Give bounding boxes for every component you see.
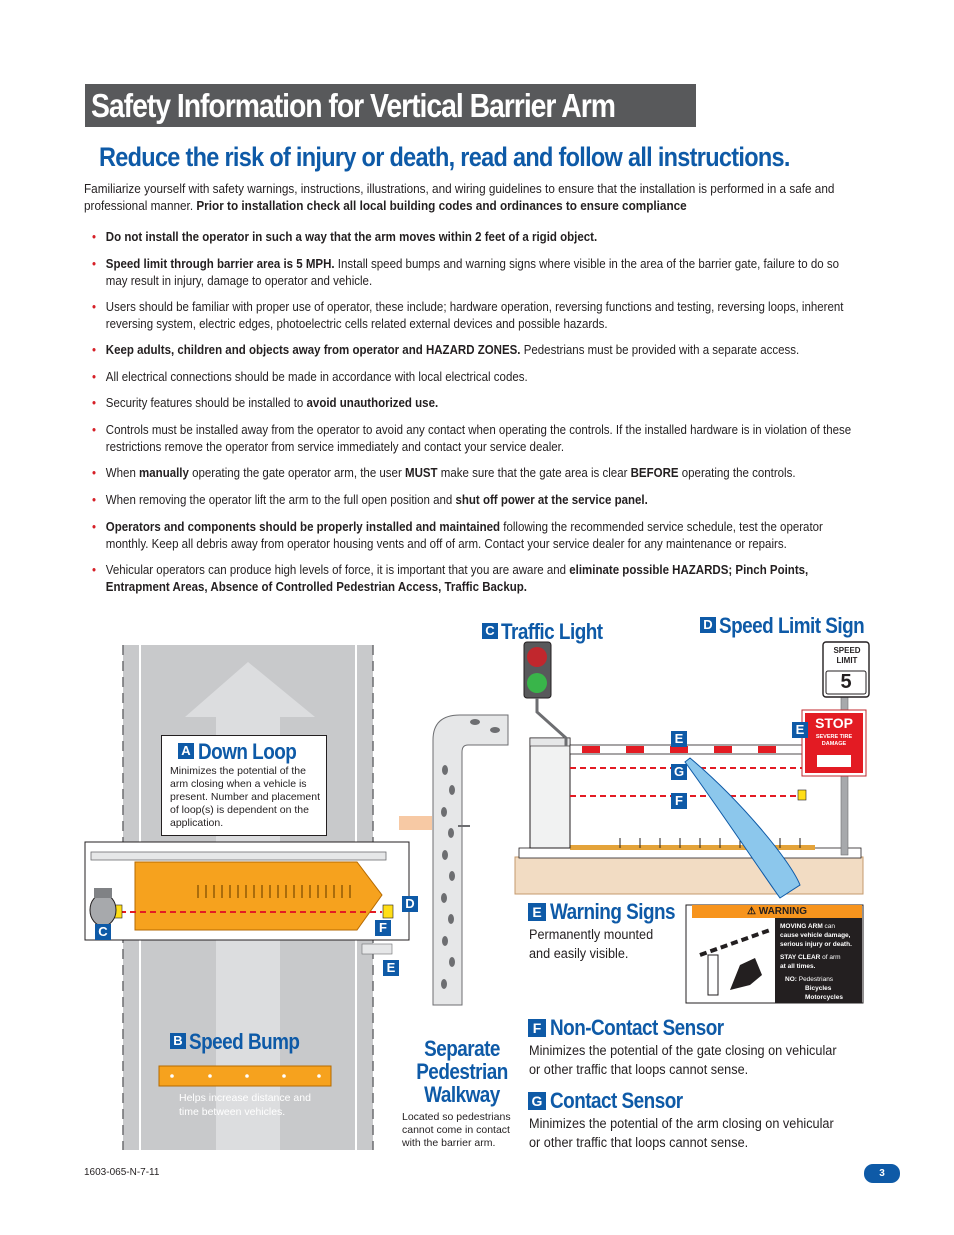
stop-text: STOP (815, 715, 853, 731)
bullet-bold: Keep adults, children and objects away from operator and HAZARD ZONES. (105, 343, 521, 357)
non-contact-desc-1: Minimizes the potential of the gate closing on vehicular (529, 1043, 837, 1058)
contact-title: Contact Sensor (550, 1088, 683, 1113)
marker-c: C (95, 924, 111, 940)
wl-line1-bold: MOVING ARM (780, 923, 823, 930)
badge-a: A (178, 743, 194, 759)
pedestrian-walkway (433, 715, 508, 1005)
marker-e: E (383, 960, 399, 976)
wl-line1-text: can (822, 923, 836, 930)
safety-bullet (92, 299, 856, 333)
marker-e-sign: E (792, 722, 808, 738)
marker-f: F (375, 920, 391, 936)
marker-e-arm: E (671, 731, 687, 747)
badge-g: G (528, 1092, 546, 1110)
safety-bullet (92, 369, 856, 386)
stop-line2: DAMAGE (821, 741, 847, 747)
walkway-desc-3: with the barrier arm. (402, 1137, 496, 1149)
wl-line6-bold: NO: (785, 976, 797, 983)
sign-limit-value: 5 (840, 671, 852, 693)
bullet-bold: shut off power at the service panel. (455, 493, 648, 507)
safety-bullet (92, 395, 856, 412)
safety-bullet (92, 562, 856, 596)
walkway-desc-2: cannot come in contact (402, 1124, 510, 1136)
page-subtitle: Reduce the risk of injury or death, read and follow all instructions. (99, 142, 790, 172)
down-loop-title: Down Loop (198, 739, 297, 764)
stop-line1: SEVERE TIRE (815, 734, 853, 740)
bullet-rich-4: make sure that the gate area is clear (437, 466, 631, 480)
safety-bullet (92, 465, 856, 482)
wl-line3: serious injury or death. (780, 941, 852, 948)
page-title: Safety Information for Vertical Barrier Arm (91, 87, 615, 124)
warning-signs-title: Warning Signs (550, 899, 676, 924)
warning-label-header-text: WARNING (758, 906, 808, 917)
bullet-pre: Vehicular operators can produce high levels of force, it is important that you are aware and (105, 563, 570, 577)
sign-limit-text: LIMIT (836, 656, 858, 665)
document-code: 1603-065-N-7-11 (84, 1167, 160, 1178)
contact-desc-1: Minimizes the potential of the arm closing on vehicular (529, 1116, 834, 1131)
bullet-text: Pedestrians must be provided with a separate access. (520, 343, 800, 357)
walkway-title-3: Walkway (424, 1082, 500, 1107)
bullet-rich-1: manually (139, 466, 189, 480)
wl-line5: at all times. (780, 963, 816, 970)
walkway-title-1: Separate (424, 1036, 500, 1061)
safety-bullet (92, 492, 856, 509)
operator-top (90, 894, 116, 926)
speed-bump-title: Speed Bump (189, 1029, 300, 1054)
non-contact-title: Non-Contact Sensor (550, 1015, 724, 1040)
wl-line6 (785, 975, 833, 984)
badge-b: B (170, 1033, 186, 1049)
bullet-text: Users should be familiar with proper use of operator, these include; hardware operation, reversing functions and testing, reversing loops, inherent reversing system, electric edges, photoelectric cells related external devices and possible hazards. (105, 300, 844, 331)
bullet-text: Controls must be installed away from the operator to avoid any contact when operating the controls. If the installed hardware is in violation of these restrictions remove the operator from service immediately and contact your service dealer. (105, 423, 852, 454)
badge-c: C (482, 623, 498, 639)
bullet-rich-0: When (105, 466, 140, 480)
speed-limit-sign-title: Speed Limit Sign (719, 613, 865, 638)
walkway-title-2: Pedestrian (416, 1059, 508, 1084)
intro-bold: Prior to installation check all local building codes and ordinances to ensure compliance (196, 199, 687, 213)
bullet-rich-5: BEFORE (630, 466, 679, 480)
warning-signs-desc-1: Permanently mounted (529, 927, 654, 942)
bullet-text: All electrical connections should be made in accordance with local electrical codes. (105, 370, 528, 384)
operator-side (530, 738, 570, 848)
non-contact-desc-2: or other traffic that loops cannot sense. (529, 1062, 749, 1077)
wl-line7: Bicycles (805, 985, 832, 992)
intro-text: Familiarize yourself with safety warnings, instructions, illustrations, and wiring guidelines to ensure that the installation is performed in a safe and professional manner. (84, 182, 835, 213)
wl-line4-text: of arm (820, 954, 841, 961)
bullet-rich-2: operating the gate operator arm, the user (188, 466, 405, 480)
bullet-text: Install speed bumps and warning signs where visible in the area of the barrier gate, failure to do so may result in injury, damage to operator and vehicle. (105, 257, 839, 288)
bullet-bold: avoid unauthorized use. (306, 396, 439, 410)
marker-d: D (402, 896, 418, 912)
speed-bump-shape (159, 1066, 331, 1086)
marker-f-side: F (671, 793, 687, 809)
wl-line6-text: Pedestrians (796, 976, 834, 983)
bullet-bold: Do not install the operator in such a way that the arm moves within 2 feet of a rigid object. (105, 230, 598, 244)
bullet-rich-3: MUST (404, 466, 438, 480)
bullet-bold: Speed limit through barrier area is 5 MPH. (105, 257, 335, 271)
wl-line2: cause vehicle damage, (780, 932, 851, 939)
page-number: 3 (864, 1164, 900, 1183)
traffic-light-title: Traffic Light (501, 619, 603, 644)
bullet-pre: Security features should be installed to (105, 396, 307, 410)
intro-paragraph (84, 181, 869, 215)
safety-bullet (92, 256, 856, 290)
bullet-text: following the recommended service schedule, test the operator monthly. Keep all debris away from operator housing vents and off of arm. Contact your service dealer for any maintenance or repairs. (105, 520, 823, 551)
badge-d: D (700, 617, 716, 633)
sign-speed-text: SPEED (833, 646, 861, 655)
warning-signs-desc-2: and easily visible. (529, 946, 629, 961)
walkway-desc-1: Located so pedestrians (402, 1111, 511, 1123)
bullet-bold: Operators and components should be properly installed and maintained (105, 520, 501, 534)
wl-line4 (780, 953, 841, 962)
safety-bullet (92, 342, 856, 359)
badge-f: F (528, 1019, 546, 1037)
speed-bump-desc: Helps increase distance and time between vehicles. (179, 1092, 311, 1118)
marker-g: G (671, 764, 687, 780)
bullet-pre: When removing the operator lift the arm to the full open position and (105, 493, 456, 507)
wl-line4-bold: STAY CLEAR (780, 954, 821, 961)
down-loop-desc: Minimizes the potential of the arm closing when a vehicle is present. Number and placement of loop(s) is dependent on the application. (170, 765, 320, 829)
badge-e: E (528, 903, 546, 921)
warning-label-header: ⚠ WARNING (746, 906, 808, 917)
bullet-bold: eliminate possible HAZARDS; Pinch Points, Entrapment Areas, Absence of Controlled Pedestrian Access, Traffic Backup. (105, 563, 809, 594)
safety-bullet (92, 229, 856, 246)
contact-desc-2: or other traffic that loops cannot sense. (529, 1135, 749, 1150)
wl-line1 (780, 922, 835, 931)
down-loop-shape (135, 862, 382, 930)
safety-bullet (92, 422, 856, 456)
wl-line8: Motorcycles (805, 994, 843, 1001)
bullet-rich-6: operating the controls. (678, 466, 796, 480)
safety-bullet (92, 519, 856, 553)
